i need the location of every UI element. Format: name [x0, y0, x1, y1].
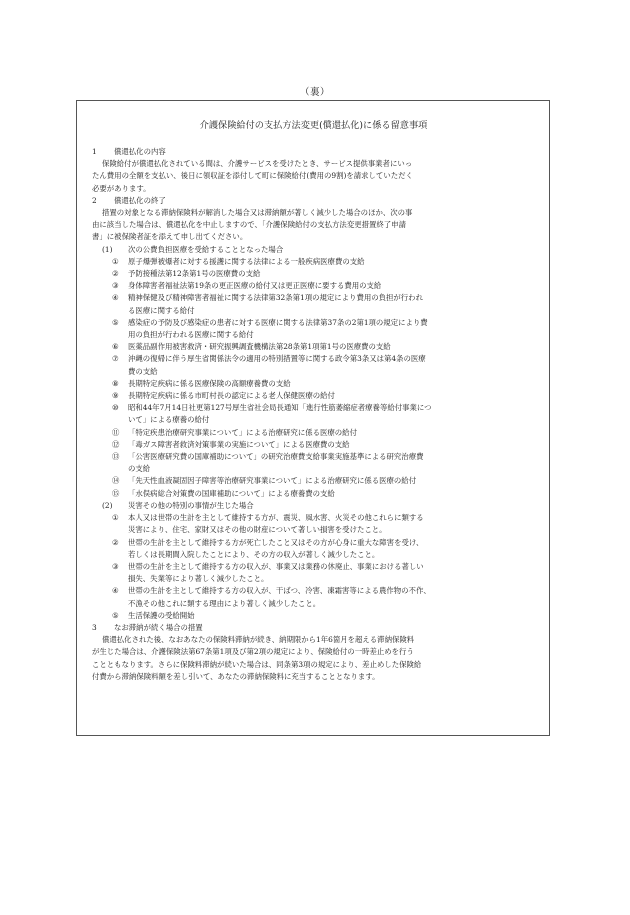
section-heading: 3 なお滞納が続く場合の措置 — [92, 622, 203, 632]
body-line: が生じた場合は、介護保険法第67条第1項及び第2項の規定により、保険給付の一時差止めを行う — [92, 647, 414, 657]
list-item: ③ 世帯の生計を主として維持する方の収入が、事業又は業務の休廃止、事業における著しい — [112, 561, 424, 571]
list-item: ⑤ 生活保護の受給開始 — [112, 610, 195, 620]
body-line: ことともなります。さらに保険料滞納が続いた場合は、同条第3項の規定により、差止めした保険給 — [92, 659, 422, 669]
section-3 — [92, 622, 535, 683]
list-item-continuation: の支給 — [128, 464, 151, 474]
list-item: ④ 精神保健及び精神障害者福祉に関する法律第32条第1項の規定により費用の負担が行われ — [112, 293, 423, 303]
body-line: 保険給付が償還払化されている間は、介護サービスを受けたとき、サービス提供事業者にいっ — [102, 159, 413, 169]
list-item: ⑫ 「毒ガス障害者救済対策事業の実施について」による医療費の支給 — [112, 439, 350, 449]
list-item: ⑤ 感染症の予防及び感染症の患者に対する医療に関する法律第37条の2第1項の規定により費 — [112, 317, 428, 327]
list-item: ⑭ 「先天性血液凝固因子障害等治療研究事業について」による治療研究に係る医療の給付 — [112, 476, 417, 486]
list-item: ⑬ 「公害医療研究費の国庫補助について」の研究治療費支給事業実施基準による研究治療費 — [112, 452, 424, 462]
list-item: ⑦ 沖縄の復帰に伴う厚生省関係法令の適用の特別措置等に関する政令第3条又は第4条の医療 — [112, 354, 426, 364]
document-title: 介護保険給付の支払方法変更(償還払化)に係る留意事項 — [199, 120, 428, 131]
list-item-continuation: 不漁その他これに類する理由により著しく減少したこと。 — [128, 598, 321, 608]
body-line: たん費用の全額を支払い、後日に領収証を添付して町に保険給付(費用の9割)を請求していただく — [92, 171, 413, 181]
notice-frame — [76, 100, 550, 736]
list-item: ⑧ 長期特定疾病に係る医療保険の高額療養費の支給 — [112, 378, 291, 388]
section-heading: 1 償還払化の内容 — [92, 147, 166, 156]
body-line: 付費から滞納保険料額を差し引いて、あなたの滞納保険料に充当することとなります。 — [92, 671, 380, 681]
list-item: ④ 世帯の生計を主として維持する方の収入が、干ばつ、冷害、凍霜害等による農作物の不作、 — [112, 586, 431, 596]
subsection-heading: (1) 次の公費負担医療を受給することとなった場合 — [102, 244, 284, 254]
list-item-continuation: 若しくは長期間入院したことにより、その方の収入が著しく減少したこと。 — [128, 549, 380, 559]
list-item-continuation: いて」による療養の給付 — [128, 415, 210, 425]
body-line: 書」に被保険者証を添えて申し出てください。 — [92, 232, 248, 242]
list-item-continuation: 用の負担が行われる医療に関する給付 — [128, 330, 254, 340]
list-item-continuation: 費の支給 — [128, 366, 158, 376]
list-item: ⑮ 「水俣病総合対策費の国庫補助について」による療養費の支給 — [112, 488, 335, 498]
list-item-continuation: る医療に関する給付 — [128, 305, 195, 315]
list-item: ⑥ 医薬品副作用被害救済・研究振興調査機構法第28条第1項第1号の医療費の支給 — [112, 342, 391, 352]
list-item: ① 本人又は世帯の生計を主として維持する方が、震災、風水害、火災その他これらに類する — [112, 513, 424, 523]
list-item: ① 原子爆弾被爆者に対する援護に関する法律による一般疾病医療費の支給 — [112, 256, 365, 266]
body-line: 由に該当した場合は、償還払化を中止しますので、「介護保険給付の支払方法変更措置終了申請 — [92, 220, 406, 230]
list-item-continuation: 損失、失業等により著しく減少したこと。 — [128, 574, 269, 584]
body-line: 必要があります。 — [92, 183, 151, 193]
body-line: 措置の対象となる滞納保険料が解消した場合又は滞納額が著しく減少した場合のほか、次の事 — [102, 208, 413, 218]
section-2 — [92, 195, 535, 622]
subsection-heading: (2) 災害その他の特別の事情が生じた場合 — [102, 500, 254, 510]
list-item-continuation: 災害により、住宅、家財又はその他の財産について著しい損害を受けたこと。 — [128, 525, 387, 535]
list-item: ② 予防接種法第12条第1号の医療費の支給 — [112, 269, 261, 279]
list-item: ⑪ 「特定疾患治療研究事業について」による治療研究に係る医療の給付 — [112, 427, 357, 437]
list-item: ⑩ 昭和44年7月14日社更第127号厚生省社会局長通知「進行性筋萎縮症者療養等給付事業につ — [112, 403, 432, 413]
section-heading: 2 償還払化の終了 — [92, 195, 166, 205]
body-line: 償還払化された後、なおあなたの保険料滞納が続き、納期限から1年6箇月を超える滞納保険料 — [102, 635, 415, 645]
section-1 — [92, 146, 535, 195]
list-item: ⑨ 長期特定疾病に係る市町村長の認定による老人保健医療の給付 — [112, 391, 335, 401]
list-item: ② 世帯の生計を主として維持する方が死亡したこと又はその方が心身に重大な障害を受け、 — [112, 537, 424, 547]
page-side-label: （裏） — [299, 87, 330, 98]
list-item: ③ 身体障害者福祉法第19条の更正医療の給付又は更正医療に要する費用の支給 — [112, 281, 382, 291]
